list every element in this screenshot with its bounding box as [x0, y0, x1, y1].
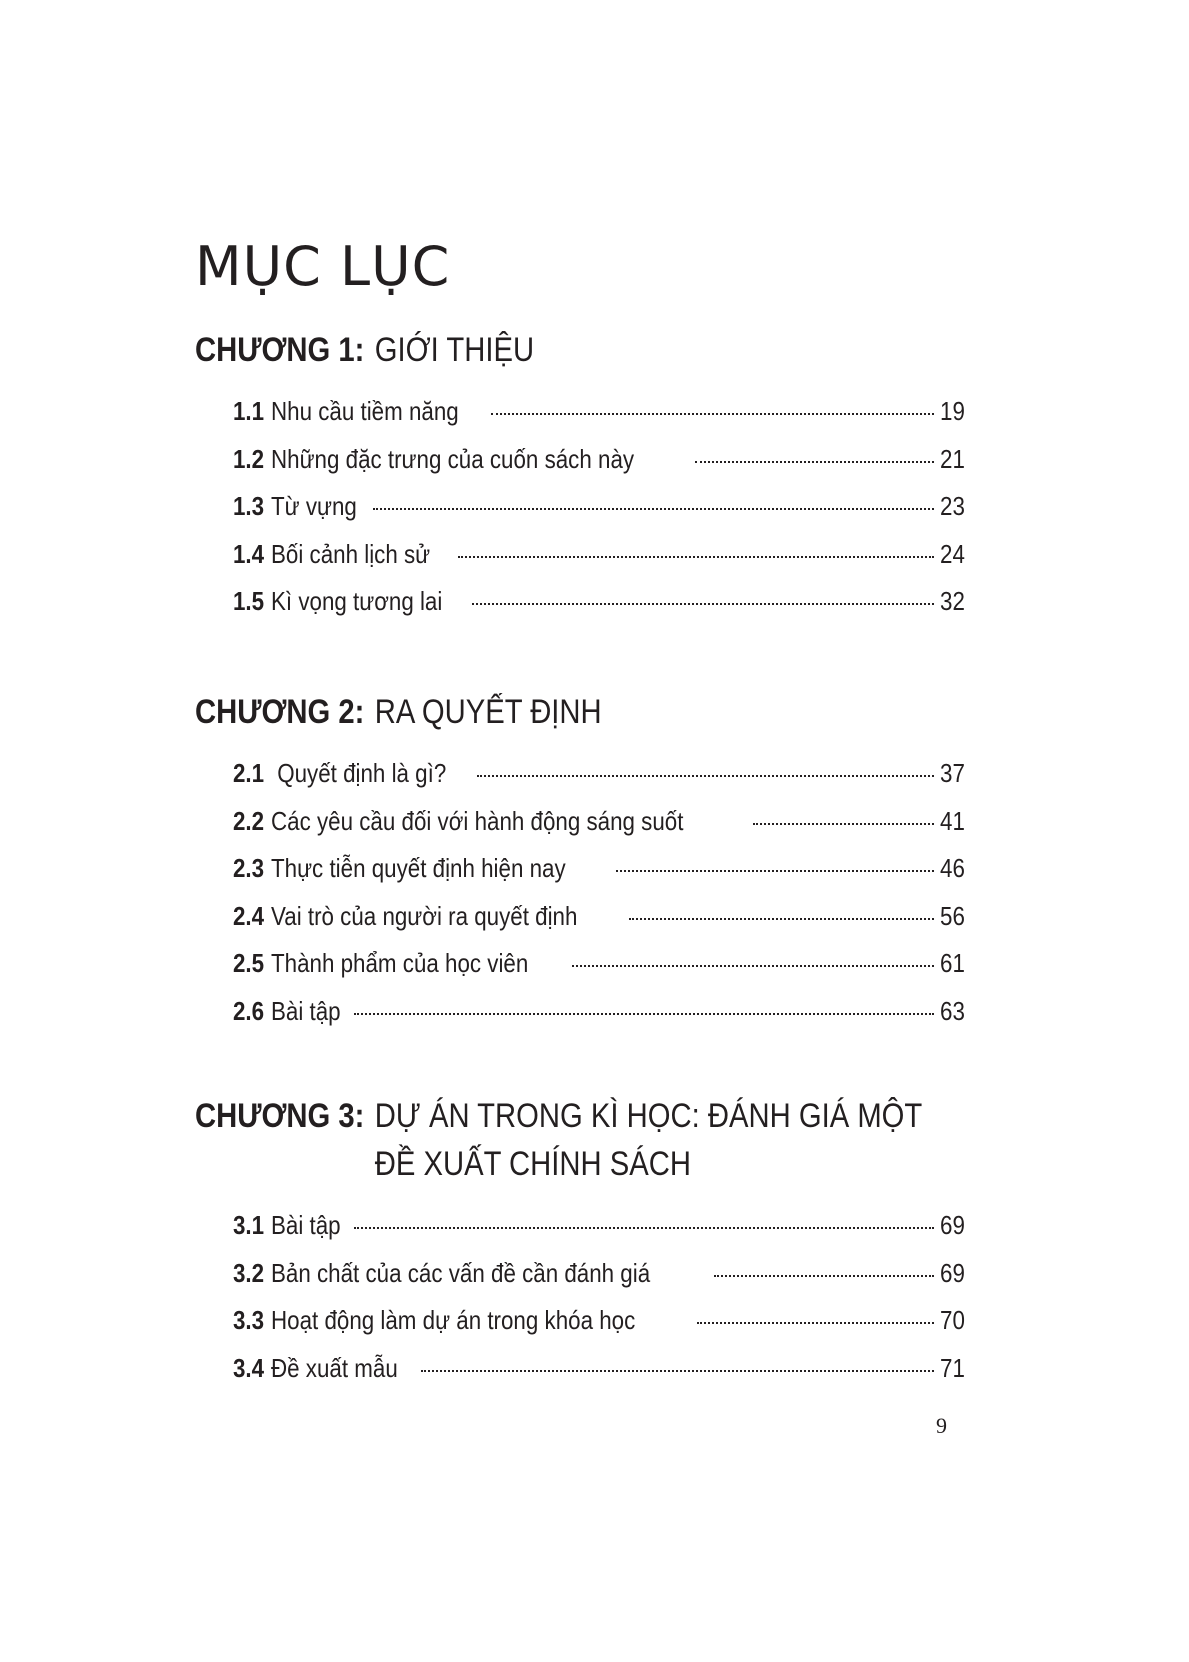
- entry-number: 2.4: [233, 900, 265, 931]
- entry-page-number: 69: [940, 1210, 965, 1240]
- toc-entry[interactable]: [233, 750, 965, 798]
- dot-leader: [491, 413, 934, 415]
- dot-leader: [695, 461, 934, 463]
- toc-entry[interactable]: [233, 798, 965, 846]
- chapter-title: GIỚI THIỆU: [374, 331, 535, 369]
- toc-entry[interactable]: [233, 436, 965, 484]
- entry-page-number: 61: [940, 948, 965, 978]
- entry-page-number: 41: [940, 805, 965, 836]
- chapter-heading: [195, 326, 965, 374]
- chapter-1: [195, 326, 965, 616]
- toc-entry[interactable]: [233, 531, 965, 579]
- entry-title: Vai trò của người ra quyết định: [271, 900, 578, 931]
- entry-page-number: 46: [940, 853, 965, 883]
- entry-number: 1.5: [233, 586, 265, 616]
- toc-entry[interactable]: [233, 940, 965, 988]
- page-number: 9: [936, 1413, 947, 1438]
- toc-entry[interactable]: [233, 483, 965, 531]
- chapter-number: CHƯƠNG 3:: [195, 1097, 365, 1135]
- entry-page-number: 19: [940, 396, 965, 426]
- chapter-number: CHƯƠNG 2:: [195, 693, 365, 731]
- dot-leader: [477, 775, 934, 777]
- dot-leader: [458, 556, 934, 558]
- entry-number: 2.1: [233, 758, 265, 788]
- entry-number: 3.3: [233, 1305, 265, 1335]
- entry-number: 3.4: [233, 1352, 265, 1383]
- entry-number: 2.5: [233, 948, 265, 978]
- toc-entry[interactable]: [233, 1202, 965, 1250]
- dot-leader: [421, 1370, 935, 1372]
- entry-title: Bài tập: [271, 995, 341, 1026]
- dot-leader: [354, 1227, 934, 1229]
- entry-title: Đề xuất mẫu: [271, 1352, 398, 1383]
- entry-number: 3.2: [233, 1257, 265, 1288]
- toc-entry-list: [233, 750, 965, 1035]
- entry-title: Hoạt động làm dự án trong khóa học: [271, 1305, 636, 1335]
- entry-number: 1.1: [233, 396, 265, 426]
- entry-title: Nhu cầu tiềm năng: [271, 396, 459, 426]
- toc-entry[interactable]: [233, 893, 965, 941]
- chapter-2: [195, 688, 965, 1026]
- entry-title: Bài tập: [271, 1210, 341, 1240]
- entry-title: Các yêu cầu đối với hành động sáng suốt: [271, 805, 684, 836]
- chapter-3: [195, 1092, 965, 1383]
- page-title: MỤC LỤC: [195, 235, 451, 299]
- toc-entry[interactable]: [233, 388, 965, 436]
- entry-number: 1.2: [233, 443, 265, 474]
- toc-entry[interactable]: [233, 1345, 965, 1393]
- chapter-number: CHƯƠNG 1:: [195, 331, 365, 369]
- entry-title: Bản chất của các vấn đề cần đánh giá: [271, 1257, 651, 1288]
- chapter-title: DỰ ÁN TRONG KÌ HỌC: ĐÁNH GIÁ MỘT ĐỀ XUẤT CHÍNH SÁCH: [374, 1097, 922, 1183]
- entry-title: Quyết định là gì?: [271, 758, 447, 788]
- toc-entry-list: [233, 388, 965, 626]
- entry-page-number: 63: [940, 995, 965, 1026]
- toc-entry[interactable]: [233, 578, 965, 626]
- entry-page-number: 23: [940, 491, 965, 521]
- toc-entry[interactable]: [233, 988, 965, 1036]
- dot-leader: [472, 603, 934, 605]
- dot-leader: [354, 1013, 934, 1015]
- toc-entry[interactable]: [233, 1250, 965, 1298]
- entry-title: Bối cảnh lịch sử: [271, 538, 431, 569]
- dot-leader: [697, 1322, 934, 1324]
- entry-page-number: 24: [940, 538, 965, 569]
- dot-leader: [629, 918, 934, 920]
- entry-number: 3.1: [233, 1210, 265, 1240]
- entry-title: Từ vựng: [271, 491, 358, 521]
- entry-page-number: 32: [940, 586, 965, 616]
- entry-title: Những đặc trưng của cuốn sách này: [271, 443, 635, 474]
- entry-page-number: 37: [940, 758, 965, 788]
- entry-page-number: 71: [940, 1352, 965, 1383]
- entry-number: 2.2: [233, 805, 265, 836]
- chapter-heading: [195, 688, 965, 736]
- entry-number: 2.3: [233, 853, 265, 883]
- toc-entry-list: [233, 1202, 965, 1392]
- dot-leader: [616, 870, 934, 872]
- toc-entry[interactable]: [233, 845, 965, 893]
- entry-page-number: 69: [940, 1257, 965, 1288]
- entry-number: 1.4: [233, 538, 265, 569]
- entry-page-number: 70: [940, 1305, 965, 1335]
- entry-number: 1.3: [233, 491, 265, 521]
- entry-number: 2.6: [233, 995, 265, 1026]
- entry-page-number: 56: [940, 900, 965, 931]
- entry-title: Thực tiễn quyết định hiện nay: [271, 853, 566, 883]
- dot-leader: [753, 823, 934, 825]
- chapter-heading: [195, 1092, 965, 1188]
- entry-title: Thành phẩm của học viên: [271, 948, 529, 978]
- dot-leader: [714, 1275, 934, 1277]
- chapter-title: RA QUYẾT ĐỊNH: [374, 693, 602, 731]
- dot-leader: [572, 965, 934, 967]
- toc-entry[interactable]: [233, 1297, 965, 1345]
- entry-page-number: 21: [940, 443, 965, 474]
- entry-title: Kì vọng tương lai: [271, 586, 443, 616]
- dot-leader: [373, 508, 934, 510]
